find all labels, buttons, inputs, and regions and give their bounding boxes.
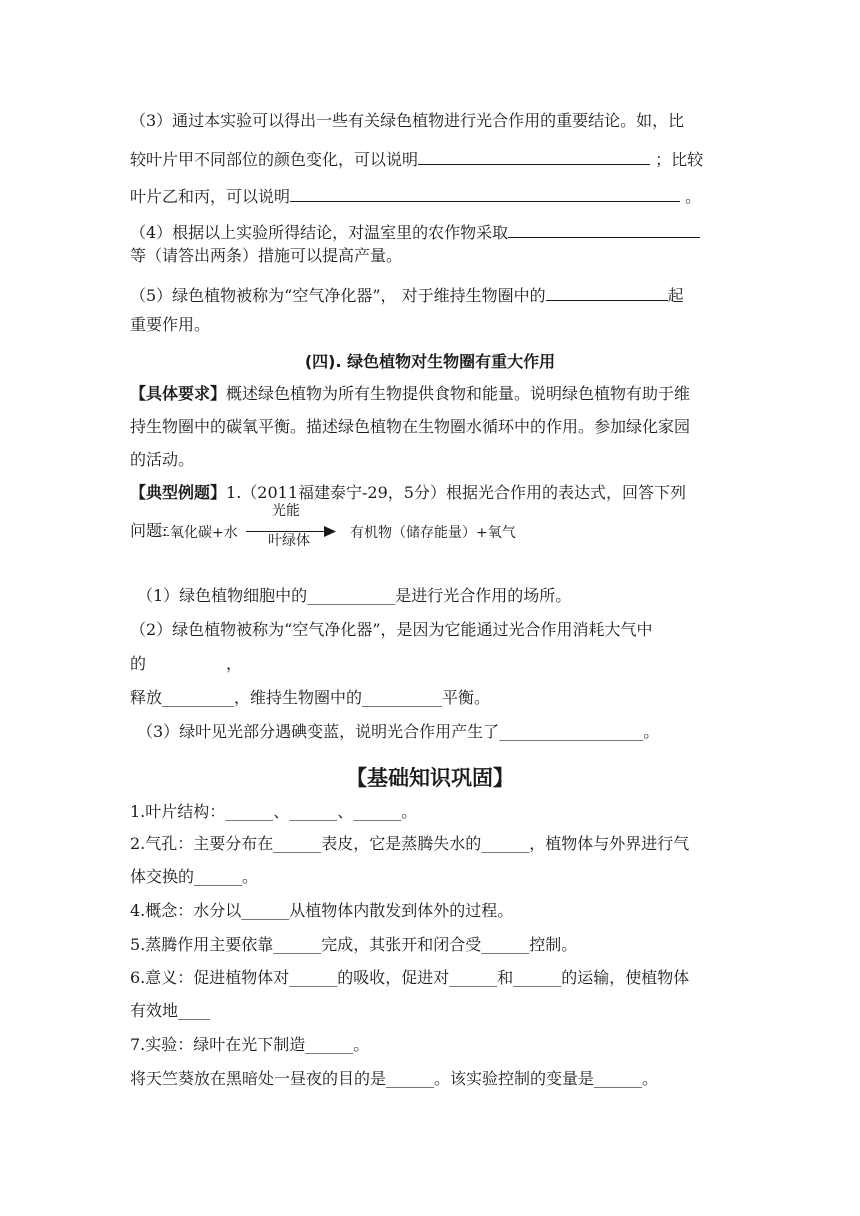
basics-item: 体交换的______。 — [130, 867, 259, 886]
answer-blank[interactable] — [546, 282, 668, 301]
equation-reactants: 二氧化碳+水 — [156, 525, 238, 541]
sub-question-1-text: （1）绿色植物细胞中的 — [137, 586, 308, 605]
answer-blank[interactable] — [508, 219, 700, 238]
answer-blank[interactable]: __________ — [362, 688, 443, 707]
answer-blank[interactable]: _________ — [162, 688, 235, 707]
basics-item: 有效地____ — [130, 1001, 211, 1020]
sub-question-2-text: 释放 — [130, 688, 163, 707]
requirements-line-3: 的活动。 — [130, 450, 195, 469]
basics-item: 4.概念：水分以______从植物体内散发到体外的过程。 — [130, 901, 514, 920]
sub-question-3 — [137, 721, 659, 743]
q4-line-1-text: （4）根据以上实验所得结论，对温室里的农作物采取 — [130, 223, 509, 242]
answer-blank[interactable] — [290, 183, 680, 202]
sub-question-2-line-2: 的 ， — [130, 654, 243, 673]
q5-line-1-text: （5）绿色植物被称为“空气净化器”， 对于维持生物圈中的 — [130, 286, 546, 305]
section-heading: (四). 绿色植物对生物圈有重大作用 — [304, 352, 556, 371]
q3-line-3 — [130, 183, 701, 208]
sub-question-3-tail: 。 — [643, 722, 660, 741]
basics-item: 2.气孔：主要分布在______表皮，它是蒸腾失水的______，植物体与外界进行气 — [130, 834, 690, 853]
q3-line-2 — [130, 146, 703, 171]
sub-question-1 — [137, 585, 571, 607]
q3-line-2-tail: ；比较 — [655, 150, 704, 169]
q5-line-2: 重要作用。 — [130, 315, 211, 334]
basics-item: 将天竺葵放在黑暗处一昼夜的目的是______。该实验控制的变量是______。 — [130, 1069, 659, 1088]
q5-line-1-tail: 起 — [667, 286, 684, 305]
equation-condition-top: 光能 — [272, 503, 300, 519]
sub-question-1-tail: 是进行光合作用的场所。 — [395, 586, 572, 605]
answer-blank[interactable]: ___________ — [307, 586, 396, 605]
requirements-text: 概述绿色植物为所有生物提供食物和能量。说明绿色植物有助于维 — [226, 384, 691, 403]
arrow-head-icon — [324, 526, 336, 537]
equation-condition-bottom: 叶绿体 — [268, 533, 310, 549]
basics-heading: 【基础知识巩固】 — [346, 766, 514, 790]
sub-question-3-text: （3）绿叶见光部分遇碘变蓝，说明光合作用产生了 — [137, 722, 500, 741]
q4-line-1 — [130, 219, 700, 244]
q5-line-1 — [130, 282, 684, 307]
sub-question-2-text-mid: ，维持生物圈中的 — [234, 688, 363, 707]
q3-line-3-text: 叶片乙和丙，可以说明 — [130, 187, 291, 206]
sub-question-2-line-1: （2）绿色植物被称为“空气净化器”，是因为它能通过光合作用消耗大气中 — [130, 620, 653, 639]
basics-item: 5.蒸腾作用主要依靠______完成，其张开和闭合受______控制。 — [130, 935, 578, 954]
basics-item: 1.叶片结构：______、______、______。 — [130, 802, 418, 821]
q3-line-1: （3）通过本实验可以得出一些有关绿色植物进行光合作用的重要结论。如，比 — [130, 111, 685, 130]
equation-products: 有机物（储存能量）+氧气 — [350, 525, 516, 541]
sub-question-2-line-3 — [130, 687, 490, 709]
answer-blank[interactable] — [418, 146, 650, 165]
requirements-line-1 — [130, 383, 690, 405]
requirements-line-2: 持生物圈中的碳氧平衡。描述绿色植物在生物圈水循环中的作用。参加绿化家园 — [130, 417, 691, 436]
example-text: 1.（2011福建泰宁-29，5分）根据光合作用的表达式，回答下列 — [226, 483, 686, 502]
example-line-1 — [130, 482, 686, 504]
q4-line-2: 等（请答出两条）措施可以提高产量。 — [130, 246, 403, 265]
q3-line-3-tail: 。 — [685, 187, 702, 206]
basics-item: 7.实验：绿叶在光下制造______。 — [130, 1035, 370, 1054]
example-line-2: 问题: — [130, 521, 168, 540]
q3-line-2-text: 较叶片甲不同部位的颜色变化，可以说明 — [130, 150, 419, 169]
example-label: 【典型例题】 — [130, 483, 227, 502]
sub-question-2-tail: 平衡。 — [442, 688, 491, 707]
basics-item: 6.意义：促进植物体对______的吸收，促进对______和______的运输，使植物体 — [130, 968, 690, 987]
answer-blank[interactable]: __________________ — [499, 722, 644, 741]
requirements-label: 【具体要求】 — [130, 384, 227, 403]
